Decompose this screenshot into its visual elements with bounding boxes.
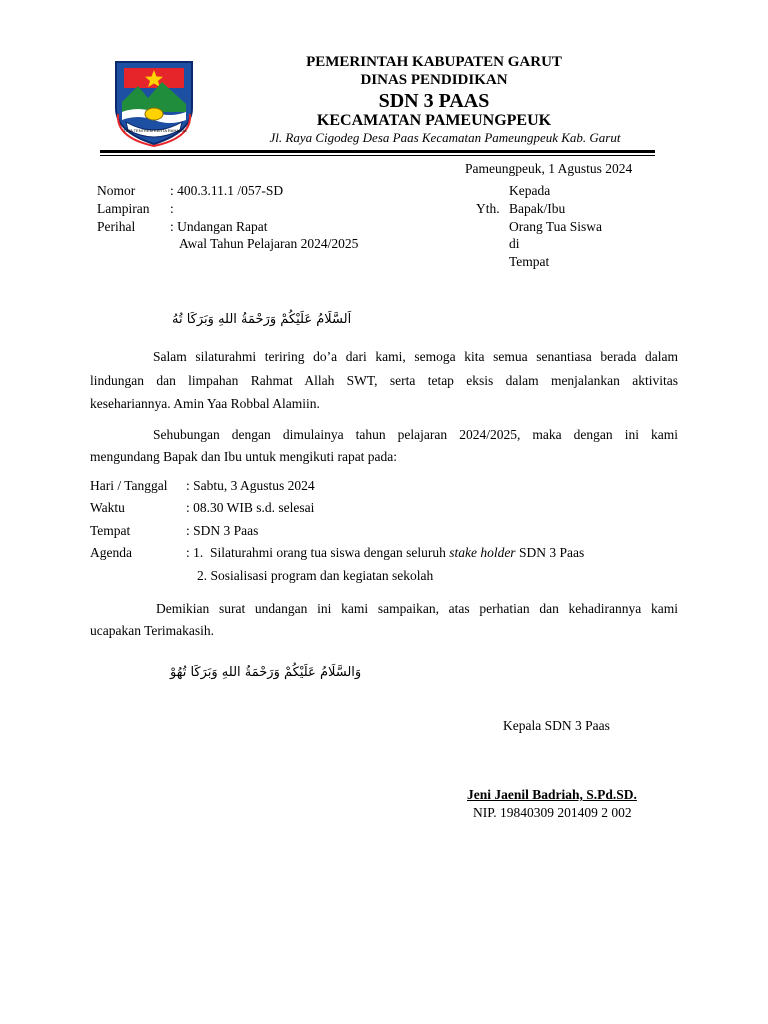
perihal-label: Perihal bbox=[97, 219, 136, 234]
agenda-item-2: 2. Sosialisasi program dan kegiatan sekolah bbox=[197, 568, 434, 583]
para3-line2: ucapakan Terimakasih. bbox=[90, 623, 215, 638]
lampiran-label: Lampiran bbox=[97, 201, 150, 216]
greeting-arabic: اَلسَّلَامُ عَلَيْكُمْ وَرَحْمَةُ اللهِ وَبَرَكَا تُهُ bbox=[172, 312, 352, 327]
signature-title: Kepala SDN 3 Paas bbox=[503, 718, 610, 733]
kop-government: PEMERINTAH KABUPATEN GARUT bbox=[306, 54, 562, 70]
garut-regency-logo bbox=[108, 56, 200, 148]
place-date: Pameungpeuk, 1 Agustus 2024 bbox=[465, 161, 633, 176]
nomor-value: : 400.3.11.1 /057-SD bbox=[170, 183, 284, 198]
hari-value: : Sabtu, 3 Agustus 2024 bbox=[186, 478, 315, 493]
tempat-value: : SDN 3 Paas bbox=[186, 523, 259, 538]
waktu-label: Waktu bbox=[90, 500, 125, 515]
lampiran-value: : bbox=[170, 201, 174, 216]
agenda-item-1-italic: stake holder bbox=[449, 545, 516, 560]
recipient-kepada: Kepada bbox=[509, 183, 551, 198]
recipient-yth: Yth. bbox=[476, 201, 500, 216]
para3-line1: Demikian surat undangan ini kami sampaikan, atas perhatian dan kehadirannya kami bbox=[156, 601, 678, 616]
para1-line1: Salam silaturahmi teriring do’a dari kami, semoga kita semua senantiasa berada dalam bbox=[153, 349, 678, 364]
recipient-line3: di bbox=[509, 236, 520, 251]
agenda-item-1-prefix: : 1. Silaturahmi orang tua siswa dengan seluruh bbox=[186, 545, 450, 560]
agenda-label: Agenda bbox=[90, 545, 132, 560]
tempat-label: Tempat bbox=[90, 523, 131, 538]
recipient-line4: Tempat bbox=[509, 254, 550, 269]
closing-arabic: وَالسَّلَامُ عَلَيْكُمْ وَرَحْمَةُ اللهِ وَبَرَكَا تُهُوْ bbox=[170, 665, 362, 680]
perihal-value-line2: Awal Tahun Pelajaran 2024/2025 bbox=[179, 236, 359, 251]
nomor-label: Nomor bbox=[97, 183, 136, 198]
perihal-value: : Undangan Rapat bbox=[170, 219, 268, 234]
recipient-line1: Bapak/Ibu bbox=[509, 201, 566, 216]
para1-line3: kesehariannya. Amin Yaa Robbal Alamiin. bbox=[90, 396, 320, 411]
kop-department: DINAS PENDIDIKAN bbox=[360, 72, 508, 88]
para2-line1: Sehubungan dengan dimulainya tahun pelajaran 2024/2025, maka dengan ini kami bbox=[153, 427, 678, 442]
signature-name: Jeni Jaenil Badriah, S.Pd.SD. bbox=[467, 787, 637, 802]
hari-label: Hari / Tanggal bbox=[90, 478, 168, 493]
kop-district: KECAMATAN PAMEUNGPEUK bbox=[316, 112, 552, 129]
recipient-line2: Orang Tua Siswa bbox=[509, 219, 603, 234]
para1-line2: lindungan dan limpahan Rahmat Allah SWT, serta tetap eksis dalam menjalankan aktivitas bbox=[90, 373, 678, 388]
para2-line2: mengundang Bapak dan Ibu untuk mengikuti rapat pada: bbox=[90, 449, 398, 464]
waktu-value: : 08.30 WIB s.d. selesai bbox=[186, 500, 315, 515]
logo-motto: TATA TENTREM KERTA RAHARJA bbox=[123, 128, 187, 133]
header-rule-thin bbox=[100, 155, 655, 156]
kop-address: Jl. Raya Cigodeg Desa Paas Kecamatan Pameungpeuk Kab. Garut bbox=[269, 130, 621, 145]
signature-nip: NIP. 19840309 201409 2 002 bbox=[473, 805, 632, 820]
header-rule-thick bbox=[100, 150, 655, 153]
agenda-item-1 bbox=[186, 544, 584, 562]
agenda-item-1-suffix: SDN 3 Paas bbox=[515, 545, 585, 560]
kop-school-name: SDN 3 PAAS bbox=[378, 90, 490, 112]
